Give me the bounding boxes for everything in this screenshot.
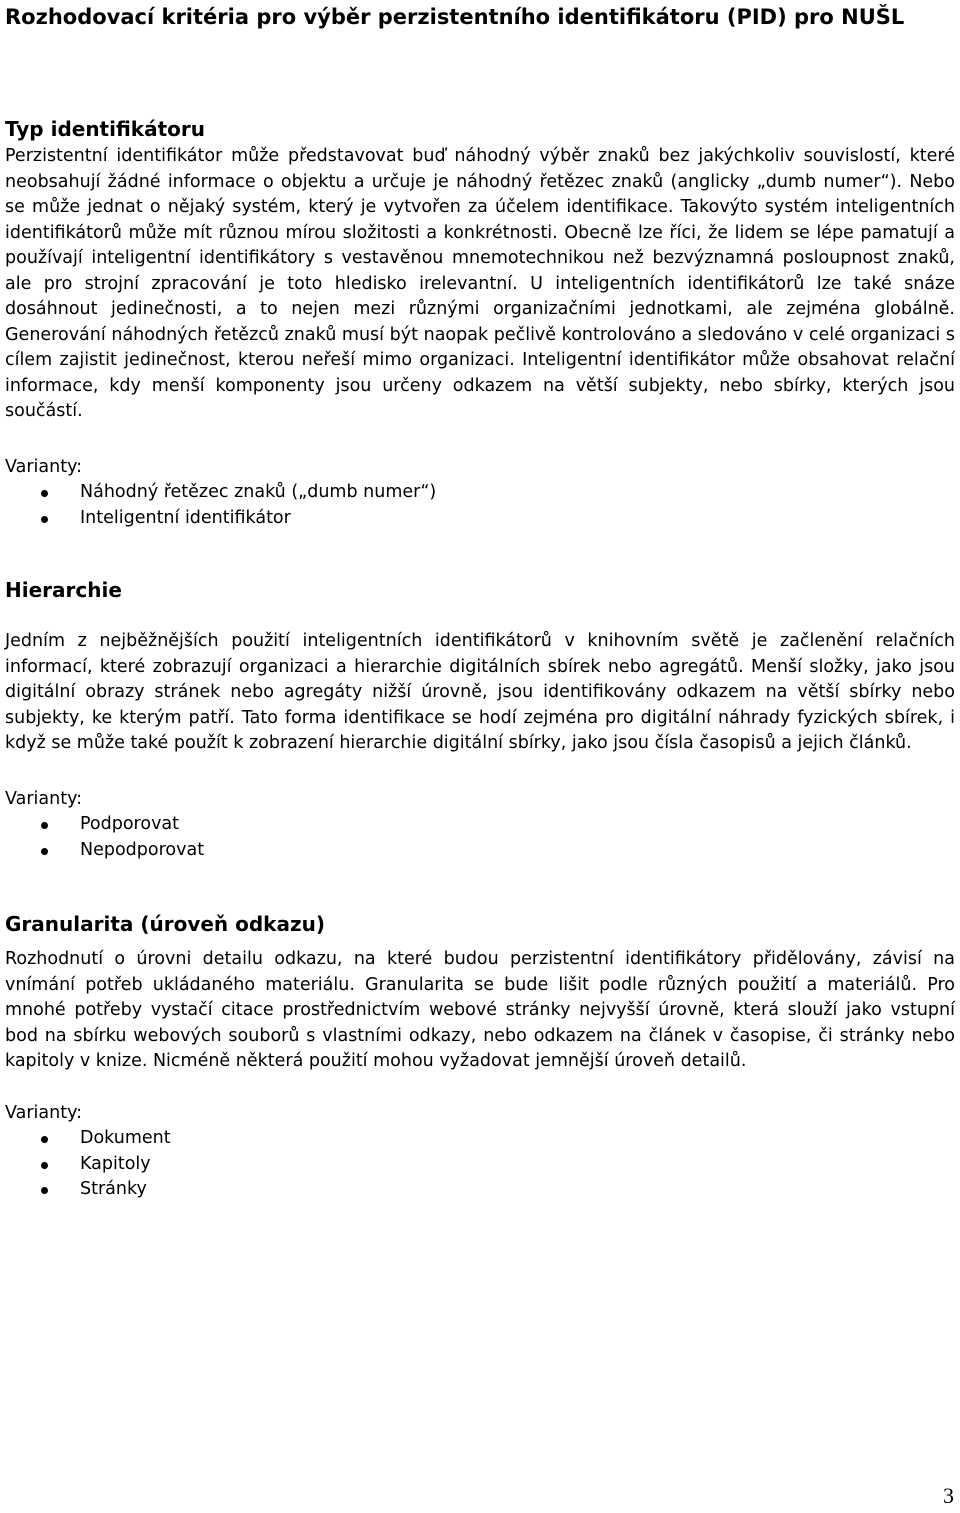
page-number: 3: [943, 1483, 954, 1508]
section-heading-typ-identifikatoru: Typ identifikátoru: [5, 117, 205, 141]
list-item: Dokument: [5, 1126, 955, 1152]
list-item: Nepodporovat: [5, 838, 955, 864]
list-item: Kapitoly: [5, 1152, 955, 1178]
list-item: Inteligentní identifikátor: [5, 506, 955, 532]
list-item: Podporovat: [5, 812, 955, 838]
variants-label: Varianty:: [5, 1102, 83, 1123]
variants-list: [5, 480, 955, 531]
section-heading-granularita: Granularita (úroveň odkazu): [5, 912, 325, 936]
section-heading-hierarchie: Hierarchie: [5, 578, 122, 602]
section-paragraph-granularita: Rozhodnutí o úrovni detailu odkazu, na které budou perzistentní identifikátory přidělovány, závisí na vnímání potřeb ukládaného materiálu. Granularita se bude lišit podle různých použití a materiálů. Pro mnohé potřeby vystačí citace prostřednictvím webové stránky nejvyšší úrovně, která slouží jako vstupní bod na sbírku webových souborů s vlastními odkazy, nebo odkazem na článek v časopise, či stránky nebo kapitoly v knize. Nicméně některá použití mohou vyžadovat jemnější úroveň detailů.: [5, 949, 955, 1071]
variants-list: [5, 1126, 955, 1203]
document-title: Rozhodovací kritéria pro výběr perzistentního identifikátoru (PID) pro NUŠL: [5, 5, 905, 29]
list-item: Stránky: [5, 1177, 955, 1203]
section-paragraph-hierarchie: Jedním z nejběžnějších použití inteligentních identifikátorů v knihovním světě je začlenění relačních informací, které zobrazují organizaci a hierarchie digitálních sbírek nebo agregátů. Menší složky, jako jsou digitální obrazy stránek nebo agregáty nižší úrovně, jsou identifikovány odkazem na větší sbírky nebo subjekty, ke kterým patří. Tato forma identifikace se hodí zejména pro digitální náhrady fyzických sbírek, i když se může také použít k zobrazení hierarchie digitální sbírky, jako jsou čísla časopisů a jejich článků.: [5, 631, 955, 753]
list-item: Náhodný řetězec znaků („dumb numer“): [5, 480, 955, 506]
document-page: [5, 0, 955, 1203]
variants-list: [5, 812, 955, 863]
variants-label: Varianty:: [5, 788, 83, 809]
variants-label: Varianty:: [5, 456, 83, 477]
section-paragraph-typ-identifikatoru: Perzistentní identifikátor může představovat buď náhodný výběr znaků bez jakýchkoliv souvislostí, které neobsahují žádné informace o objektu a určuje je náhodný řetězec znaků (anglicky „dumb numer“). Nebo se může jednat o nějaký systém, který je vytvořen za účelem identifikace. Takovýto systém inteligentních identifikátorů může mít různou mírou složitosti a konkrétnosti. Obecně lze říci, že lidem se lépe pamatují a používají inteligentní identifikátory s vestavěnou mnemotechnikou než bezvýznamná posloupnost znaků, ale pro strojní zpracování je toto hledisko irelevantní. U inteligentních identifikátorů lze také snáze dosáhnout jedinečnosti, a to nejen mezi různými organizačními jednotkami, ale zejména globálně. Generování náhodných řetězců znaků musí být naopak pečlivě kontrolováno a sledováno v celé organizaci s cílem zajistit jedinečnost, kterou neřeší mimo organizaci. Inteligentní identifikátor může obsahovat relační informace, kdy menší komponenty jsou určeny odkazem na větší subjekty, nebo sbírky, kterých jsou součástí.: [5, 146, 955, 421]
